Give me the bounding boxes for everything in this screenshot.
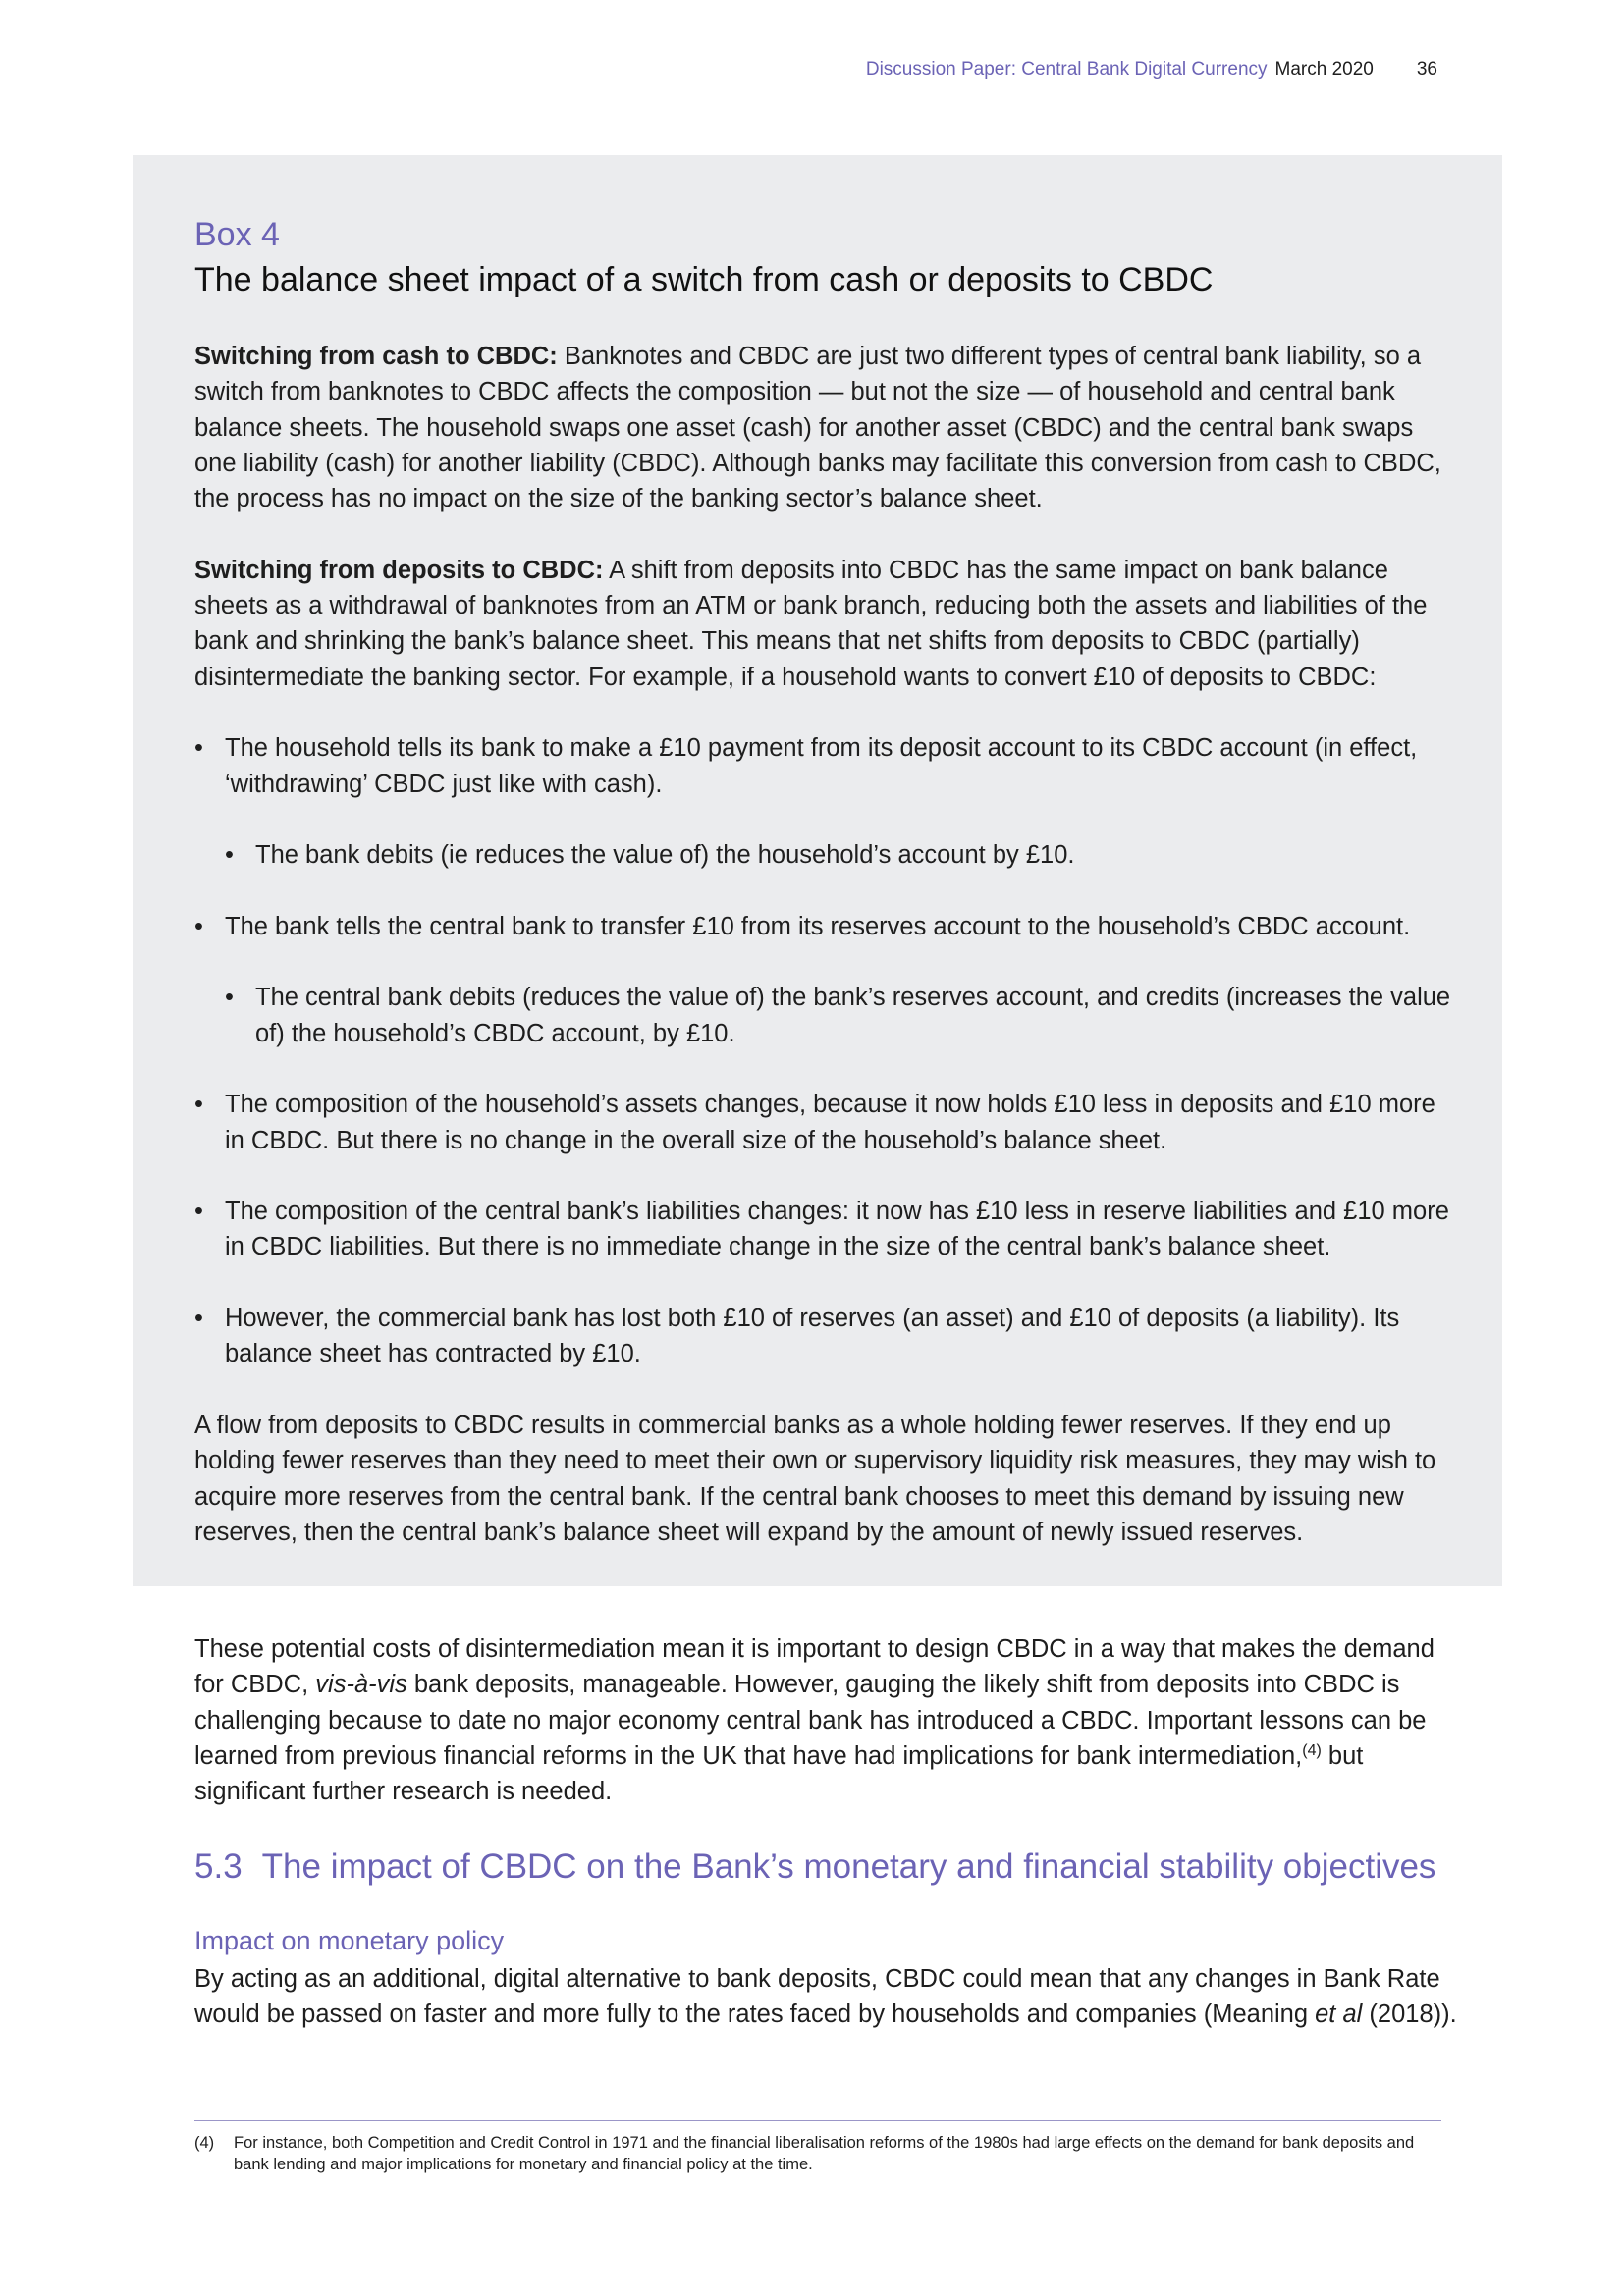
box-closing-paragraph: A flow from deposits to CBDC results in commercial banks as a whole holding fewer reserves. If they end up holding fewer reserves than they need to meet their own or supervisory liquidity risk measures, they may wish to acquire more reserves from the central bank. If the central bank chooses to meet this demand by issuing new reserves, then the central bank’s balance sheet will expand by the amount of newly issued reserves. — [194, 1411, 1436, 1546]
box-4-panel — [133, 155, 1502, 1586]
section-number: 5.3 — [194, 1847, 243, 1886]
box-label: Box 4 — [194, 216, 280, 253]
body-text: bank deposits, manageable. However, gauging the likely shift from deposits into CBDC is challenging because to date no major economy central bank has introduced a CBDC. Important lessons can be learned from previous financial reforms in the UK that have had implications for bank intermediation, — [194, 1671, 1427, 1770]
box-paragraph-deposits-lead: Switching from deposits to CBDC: — [194, 556, 604, 584]
subsection-body — [194, 1961, 1461, 2033]
bullet-item: • The composition of the central bank’s liabilities changes: it now has £10 less in reserve liabilities and £10 more in CBDC liabilities. But there is no immediate change in the size of the central bank’s balance sheet. — [194, 1194, 1461, 1265]
box-paragraph-cash — [194, 339, 1461, 516]
footnote — [194, 2132, 1441, 2175]
body-text: These potential costs of disintermediation mean it is important to design CBDC in a way that makes the demand for CBDC, — [194, 1635, 1435, 1699]
sub-bullet-item: • The bank debits (ie reduces the value of) the household’s account by £10. — [225, 837, 1461, 873]
subsection-heading: Impact on monetary policy — [194, 1926, 505, 1955]
footnote-text: For instance, both Competition and Credit Control in 1971 and the financial liberalisation reforms of the 1980s had large effects on the demand for bank deposits and bank lending and major implications for monetary and financial policy at the time. — [234, 2134, 1415, 2173]
bullet-item: • The bank tells the central bank to transfer £10 from its reserves account to the household’s CBDC account. — [194, 909, 1461, 944]
body-italic: vis-à-vis — [315, 1671, 407, 1699]
subsection-italic: et al — [1315, 2001, 1363, 2029]
header-series: Discussion Paper: Central Bank Digital Currency — [865, 59, 1268, 80]
box-paragraph-deposits — [194, 553, 1461, 695]
box-title: The balance sheet impact of a switch from cash or deposits to CBDC — [194, 261, 1214, 298]
bullet-item: • The composition of the household’s assets changes, because it now holds £10 less in deposits and £10 more in CBDC. But there is no change in the overall size of the household’s balance sheet. — [194, 1087, 1461, 1158]
footnote-ref[interactable]: (4) — [1302, 1741, 1322, 1759]
bullet-item: • The household tells its bank to make a £10 payment from its deposit account to its CBDC account (in effect, ‘withdrawing’ CBDC just like with cash). — [194, 730, 1461, 802]
section-title: The impact of CBDC on the Bank’s monetary and financial stability objectives — [261, 1847, 1436, 1886]
box-paragraph-cash-lead: Switching from cash to CBDC: — [194, 343, 558, 370]
sub-bullet-item: • The central bank debits (reduces the value of) the bank’s reserves account, and credits (increases the value of) the household’s CBDC account, by £10. — [225, 980, 1461, 1051]
page-header — [866, 59, 1437, 80]
page-number: 36 — [1416, 59, 1437, 80]
box-paragraph-deposits-text: A shift from deposits into CBDC has the same impact on bank balance sheets as a withdrawal of banknotes from an ATM or bank branch, reducing both the assets and liabilities of the bank and shrinking the bank’s balance sheet. This means that net shifts from deposits to CBDC (partially) disintermediate the banking sector. For example, if a household wants to convert £10 of deposits to CBDC: — [194, 556, 1428, 691]
body-text: but significant further research is needed. — [194, 1741, 1364, 1806]
box-body — [194, 339, 1461, 1585]
footnote-divider — [194, 2120, 1441, 2121]
footnote-number: (4) — [194, 2134, 215, 2152]
header-date: March 2020 — [1274, 59, 1374, 80]
section-heading — [194, 1847, 1435, 1887]
subsection-text: (2018)). — [1362, 2001, 1457, 2029]
box-paragraph-cash-text: Banknotes and CBDC are just two different types of central bank liability, so a switch from banknotes to CBDC affects the composition — but not the size — of household and central bank balance sheets. The household swaps one asset (cash) for another asset (CBDC) and the central bank swaps one liability (cash) for another liability (CBDC). Although banks may facilitate this conversion from cash to CBDC, the process has no impact on the size of the banking sector’s balance sheet. — [194, 343, 1441, 513]
body-paragraph — [194, 1631, 1451, 1809]
bullet-item: • However, the commercial bank has lost both £10 of reserves (an asset) and £10 of deposits (a liability). Its balance sheet has contracted by £10. — [194, 1301, 1461, 1372]
subsection-text: By acting as an additional, digital alternative to bank deposits, CBDC could mean that any changes in Bank Rate would be passed on faster and more fully to the rates faced by households and companies (Meaning — [194, 1965, 1440, 2029]
